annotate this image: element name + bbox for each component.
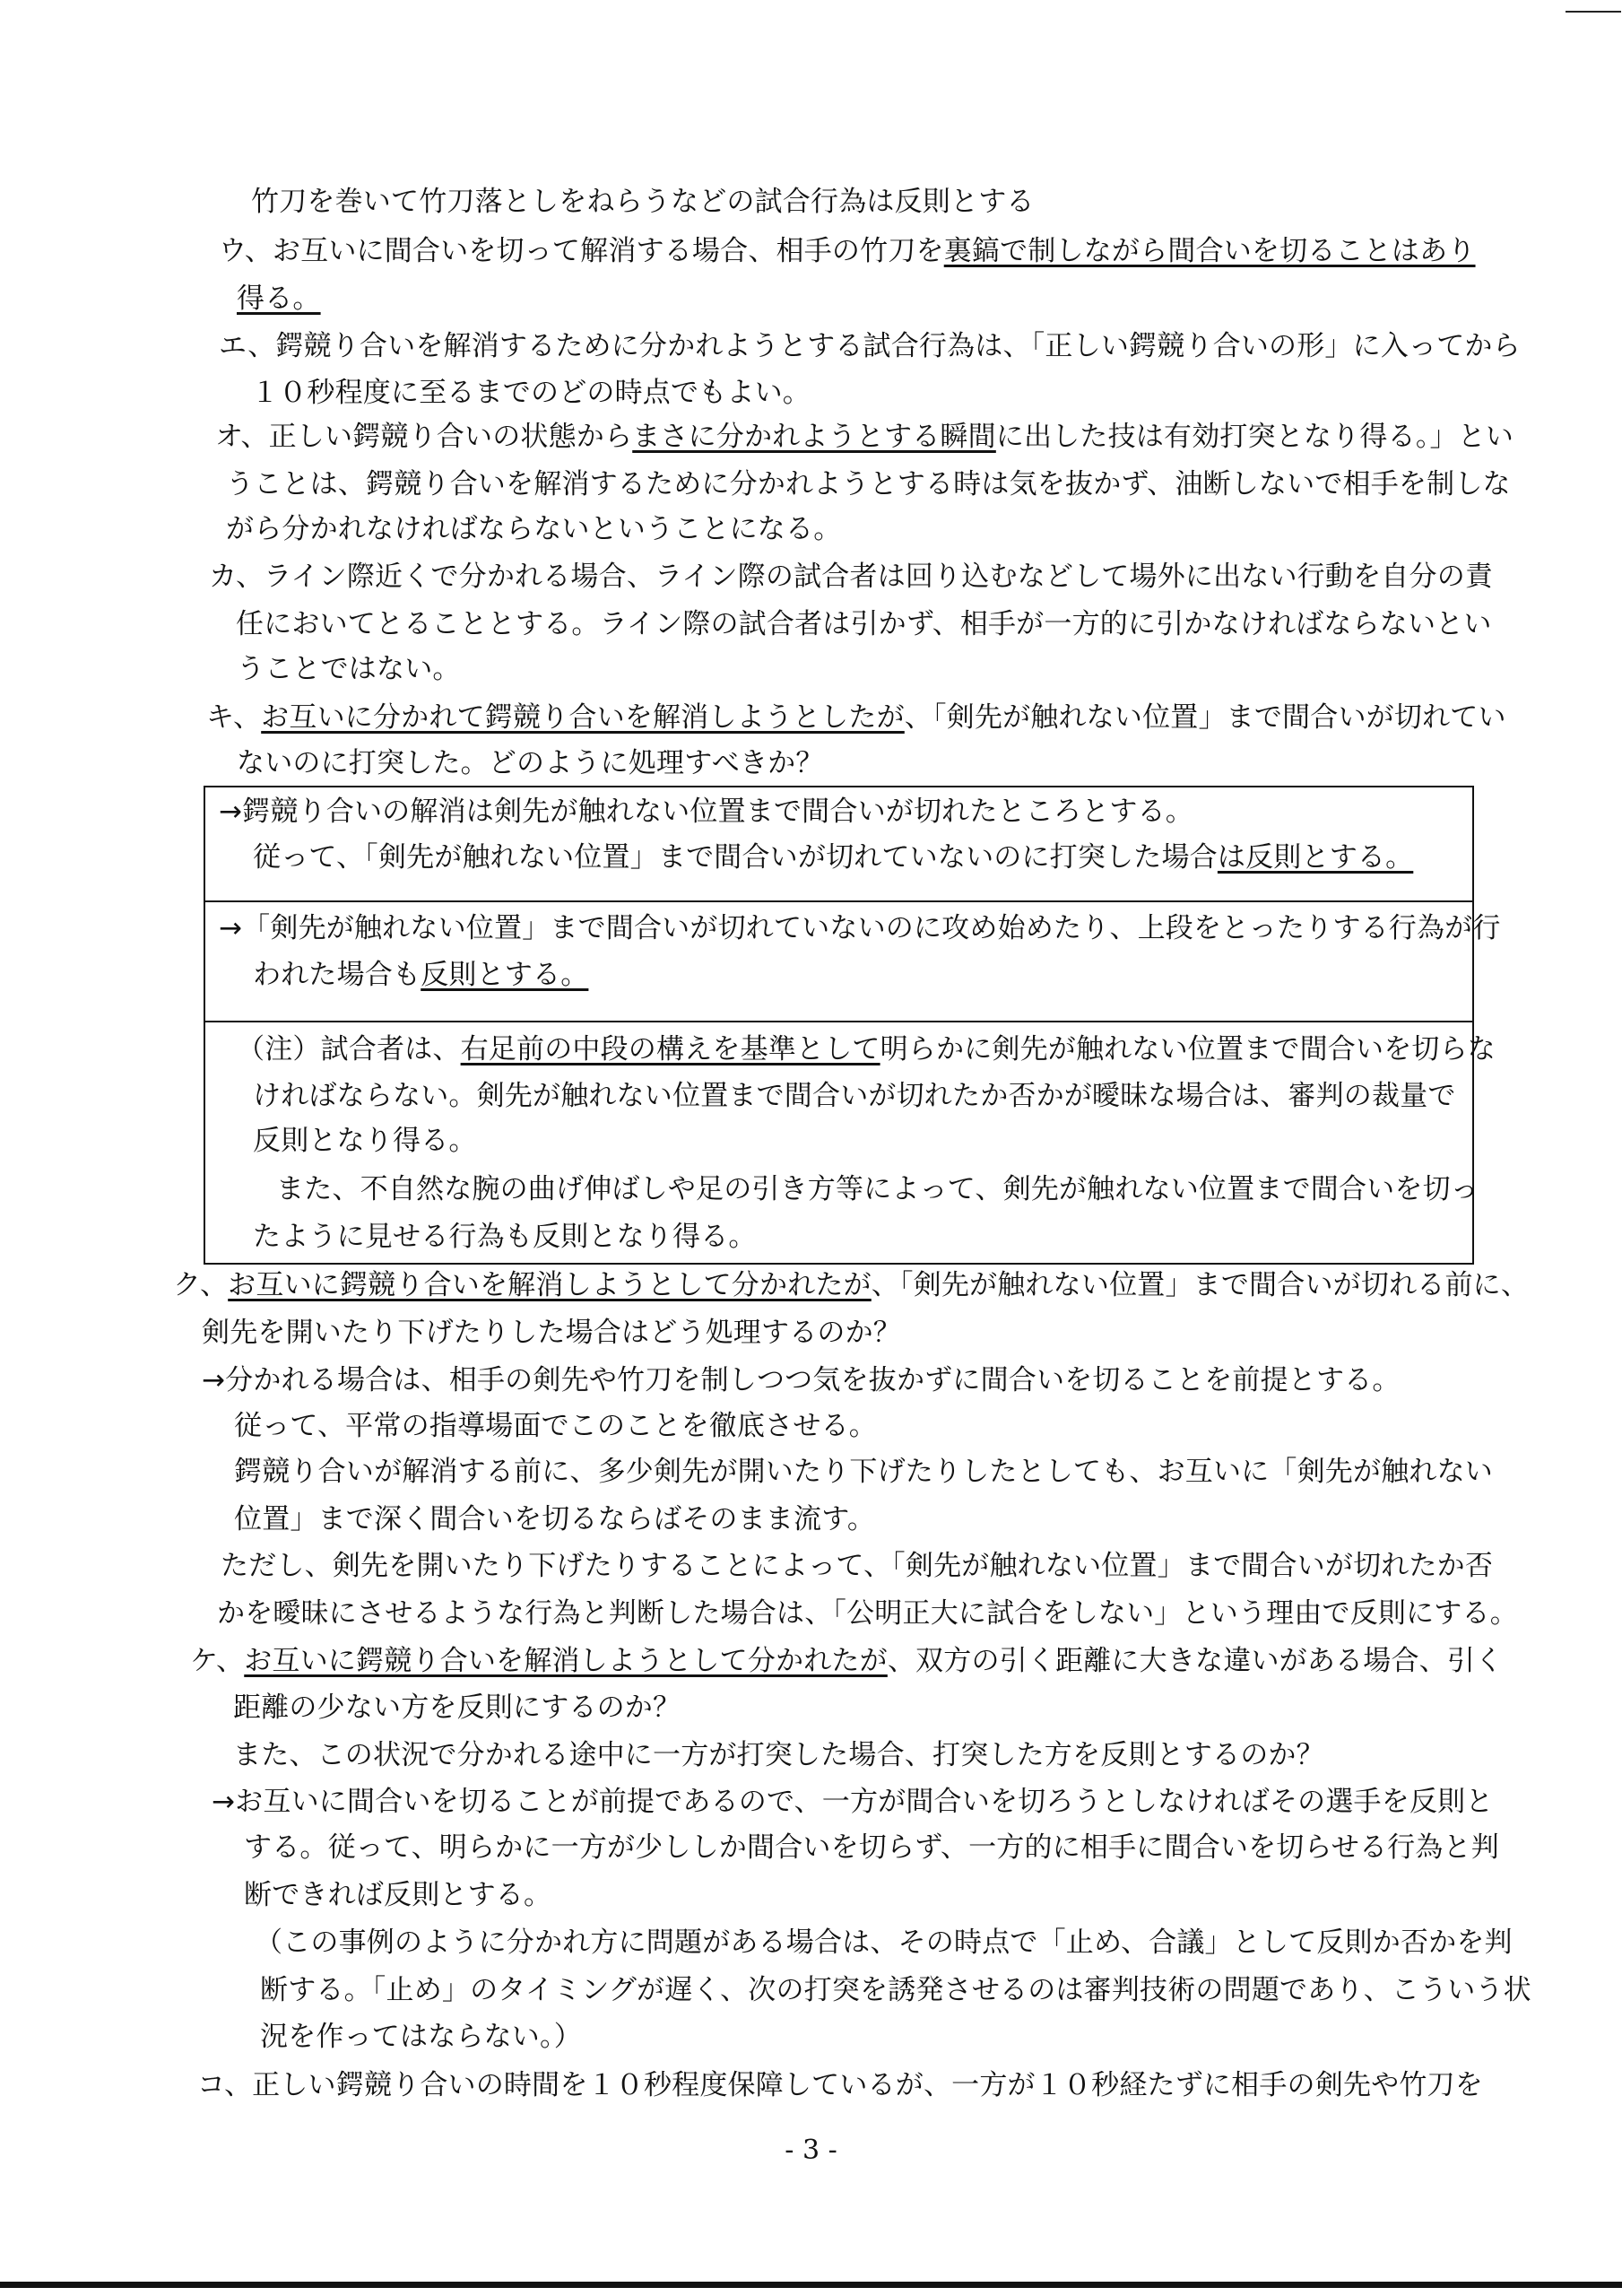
text-line — [215, 419, 1514, 455]
underlined-phrase: は反則とする。 — [1217, 841, 1414, 874]
text-line: 反則となり得る。 — [253, 1125, 477, 1157]
text-line: コ、正しい鍔競り合いの時間を１０秒程度保障しているが、一方が１０秒経たずに相手の剣先や竹刀を — [197, 2069, 1483, 2101]
text-line: 断する。「止め」のタイミングが遅く、次の打突を誘発させるのは審判技術の問題であり、こういう状 — [260, 1974, 1531, 2006]
underlined-phrase: 反則とする。 — [421, 959, 589, 991]
text-line — [219, 233, 1476, 269]
text-line: かを曖昧にさせるような行為と判断した場合は、「公明正大に試合をしない」という理由で反則にする。 — [217, 1597, 1518, 1630]
text-span: ク、 — [173, 1269, 229, 1301]
text-span: 、双方の引く距離に大きな違いがある場合、引く — [887, 1645, 1504, 1677]
underlined-phrase: まさに分かれようとする瞬間 — [632, 421, 996, 453]
text-line: する。従って、明らかに一方が少ししか間合いを切らず、一方的に相手に間合いを切らせる行為と判 — [244, 1831, 1499, 1864]
underlined-phrase: お互いに鍔競り合いを解消しようとして分かれたが — [244, 1645, 888, 1677]
text-line — [173, 1267, 1529, 1303]
text-span: （注）試合者は、 — [237, 1033, 461, 1065]
top-right-rule — [1566, 11, 1621, 13]
underlined-phrase: 得る。 — [237, 283, 321, 315]
text-line: 剣先を開いたり下げたりした場合はどう処理するのか？ — [202, 1317, 901, 1349]
text-span: ケ、 — [190, 1645, 245, 1677]
text-line: ただし、剣先を開いたり下げたりすることによって、「剣先が触れない位置」まで間合いが切れたか否 — [221, 1550, 1494, 1582]
text-line: 従って、平常の指導場面でこのことを徹底させる。 — [234, 1410, 877, 1442]
text-line: カ、ライン際近くで分かれる場合、ライン際の試合者は回り込むなどして場外に出ない行動を自分の責 — [209, 561, 1494, 593]
text-line: 鍔競り合いが解消する前に、多少剣先が開いたり下げたりしたとしても、お互いに「剣先が触れない — [234, 1456, 1493, 1488]
text-line: 竹刀を巻いて竹刀落としをねらうなどの試合行為は反則とする — [251, 186, 1035, 218]
text-line — [237, 281, 321, 317]
underlined-phrase: お互いに鍔競り合いを解消しようとして分かれたが — [228, 1269, 872, 1301]
underlined-phrase: 右足前の中段の構えを基準として — [460, 1033, 880, 1065]
underlined-phrase: お互いに分かれて鍔競り合いを解消しようとしたが — [261, 701, 905, 734]
text-span: 、「剣先が触れない位置」まで間合いが切れてい — [904, 701, 1506, 734]
text-line: １０秒程度に至るまでのどの時点でもよい。 — [251, 377, 811, 409]
text-line — [253, 839, 1413, 875]
bottom-rule — [0, 2282, 1622, 2288]
text-line: →分かれる場合は、相手の剣先や竹刀を制しつつ気を抜かずに間合いを切ることを前提とする。 — [202, 1364, 1401, 1396]
text-span: ウ、お互いに間合いを切って解消する場合、相手の竹刀を — [219, 235, 944, 267]
text-line: （この事例のように分かれ方に問題がある場合は、その時点で「止め、合議」として反則か否かを判 — [255, 1926, 1513, 1959]
text-line: また、不自然な腕の曲げ伸ばしや足の引き方等によって、剣先が触れない位置まで間合いを切っ — [276, 1173, 1479, 1205]
text-line: 況を作ってはならない。） — [260, 2021, 582, 2053]
text-line: また、この状況で分かれる途中に一方が打突した場合、打突した方を反則とするのか？ — [233, 1739, 1324, 1771]
text-line: ければならない。剣先が触れない位置まで間合いが切れたか否かが曖昧な場合は、審判の裁量で — [253, 1080, 1456, 1112]
text-line: うことは、鍔競り合いを解消するために分かれようとする時は気を抜かず、油断しないで相手を制しな — [226, 468, 1511, 500]
page-number: - 3 - — [785, 2135, 837, 2166]
text-span: に出した技は有効打突となり得る。」とい — [995, 421, 1514, 453]
text-span: オ、正しい鍔競り合いの状態から — [215, 421, 633, 453]
text-line: ないのに打突した。どのように処理すべきか？ — [237, 747, 824, 779]
text-span: 明らかに剣先が触れない位置まで間合いを切らな — [880, 1033, 1496, 1065]
text-line: うことではない。 — [237, 653, 461, 685]
text-line — [206, 700, 1506, 735]
text-line: たように見せる行為も反則となり得る。 — [253, 1221, 757, 1253]
text-span: われた場合も — [253, 959, 421, 991]
text-line: がら分かれなければならないということになる。 — [226, 513, 842, 545]
text-line: エ、鍔競り合いを解消するために分かれようとする試合行為は、「正しい鍔競り合いの形」に入ってから — [219, 330, 1521, 362]
text-line: 距離の少ない方を反則にするのか？ — [233, 1692, 681, 1724]
text-line: 任においてとることとする。ライン際の試合者は引かず、相手が一方的に引かなければならないとい — [236, 608, 1492, 640]
text-line: 断できれば反則とする。 — [244, 1879, 552, 1911]
text-span: 、「剣先が触れない位置」まで間合いが切れる前に、 — [871, 1269, 1530, 1301]
text-line — [253, 957, 588, 993]
text-line: →鍔競り合いの解消は剣先が触れない位置まで間合いが切れたところとする。 — [219, 796, 1193, 828]
underlined-phrase: 裏鎬で制しながら間合いを切ることはあり — [943, 235, 1476, 267]
text-line: 位置」まで深く間合いを切るならばそのまま流す。 — [234, 1503, 876, 1535]
text-line — [237, 1031, 1496, 1067]
text-span: キ、 — [206, 701, 262, 734]
text-line: →「剣先が触れない位置」まで間合いが切れていないのに攻め始めたり、上段をとったりする行為が行 — [219, 912, 1501, 944]
text-line: →お互いに間合いを切ることが前提であるので、一方が間合いを切ろうとしなければその選手を反則と — [212, 1786, 1494, 1818]
text-line — [190, 1643, 1503, 1679]
text-span: 従って、「剣先が触れない位置」まで間合いが切れていないのに打突した場合 — [253, 841, 1218, 874]
